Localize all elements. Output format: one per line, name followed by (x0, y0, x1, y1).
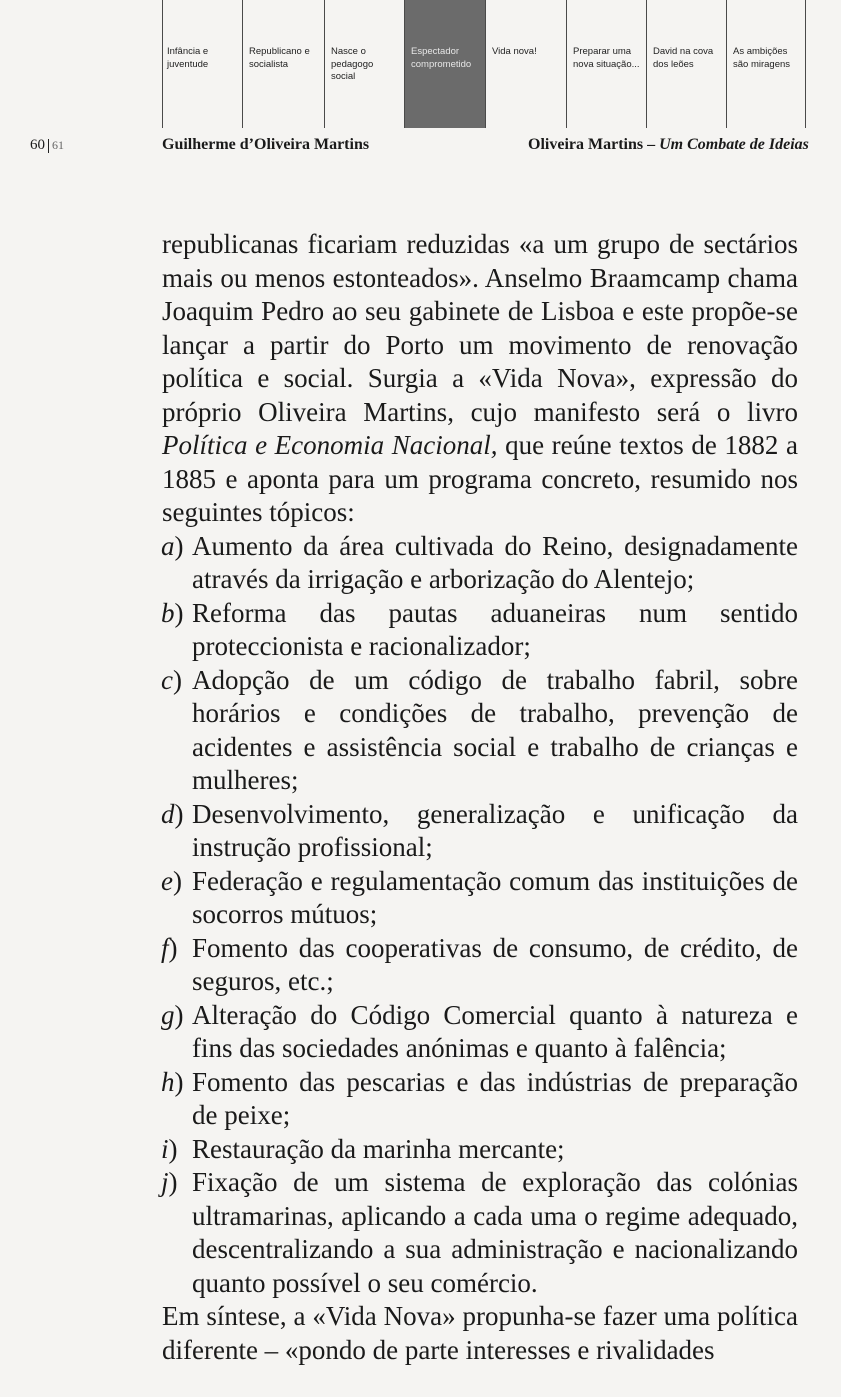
page-numbers (30, 137, 64, 154)
list-marker: d) (161, 798, 184, 829)
nav-item-label: Preparar uma nova situação... (573, 46, 640, 70)
running-head-title-italic: Um Combate de Ideias (659, 136, 809, 153)
nav-item-label: Infância e juventude (167, 46, 209, 70)
list-item (161, 1133, 798, 1167)
nav-item-pedagogo[interactable] (325, 0, 405, 128)
list-item-text: Alteração do Código Comercial quanto à natureza e fins das sociedades anónimas e quanto à falência; (192, 999, 798, 1063)
nav-item-preparar[interactable] (567, 0, 647, 128)
page-number-even: 60 (30, 137, 45, 153)
chapter-nav (162, 0, 806, 128)
nav-item-label: Vida nova! (492, 46, 537, 57)
body-text (162, 228, 798, 1367)
list-item (161, 999, 798, 1066)
nav-item-label: Espectador comprometido (411, 46, 472, 70)
list-item (161, 597, 798, 664)
list-item-text: Desenvolvimento, generalização e unificação da instrução profissional; (192, 798, 798, 862)
running-head-author: Guilherme d’Oliveira Martins (162, 136, 370, 153)
list-marker: f) (161, 932, 178, 963)
book-title: Política e Economia Nacional, (162, 430, 498, 460)
nav-item-label: David na cova dos leões (653, 46, 714, 70)
nav-item-label: As ambições são miragens (733, 46, 791, 70)
list-marker: c) (161, 664, 182, 695)
list-item (161, 664, 798, 798)
nav-item-label: Nasce o pedagogo social (331, 46, 374, 82)
list-item (161, 798, 798, 865)
list-item (161, 530, 798, 597)
closing-paragraph: Em síntese, a «Vida Nova» propunha-se fazer uma política diferente – «pondo de parte interesses e rivalidades (162, 1301, 798, 1365)
list-item (161, 865, 798, 932)
nav-item-vida-nova[interactable] (486, 0, 567, 128)
intro-text-1: republicanas ficariam reduzidas «a um grupo de sectários mais ou menos estonteados». Anselmo Braamcamp chama Joaquim Pedro ao seu gabinete de Lisboa e este propõe-se lançar a partir do Porto um movimento de renovação política e social. Surgia a «Vida Nova», expressão do próprio Oliveira Martins, cujo manifesto será o livro (162, 229, 798, 427)
intro-paragraph (162, 228, 798, 530)
list-item-text: Fomento das pescarias e das indústrias de preparação de peixe; (192, 1066, 798, 1130)
nav-item-espectador[interactable] (405, 0, 486, 128)
list-item-text: Restauração da marinha mercante; (192, 1133, 565, 1164)
list-marker: g) (161, 999, 184, 1030)
list-item-text: Adopção de um código de trabalho fabril, sobre horários e condições de trabalho, prevenção de acidentes e assistência social e trabalho de crianças e mulheres; (192, 664, 798, 795)
page-number-odd: 61 (52, 138, 64, 152)
list-item-text: Federação e regulamentação comum das instituições de socorros mútuos; (192, 865, 798, 929)
page-number-divider (48, 139, 49, 153)
list-marker: i) (161, 1133, 178, 1164)
running-head-title-prefix: Oliveira Martins – (528, 136, 660, 153)
topic-list (162, 530, 798, 1301)
list-marker: a) (161, 530, 184, 561)
nav-item-label: Republicano e socialista (249, 46, 310, 70)
list-item-text: Fomento das cooperativas de consumo, de crédito, de seguros, etc.; (192, 932, 798, 996)
list-marker: h) (161, 1066, 184, 1097)
list-marker: e) (161, 865, 182, 896)
list-marker: j) (161, 1167, 178, 1197)
running-head-title (528, 136, 809, 154)
nav-item-republicano[interactable] (243, 0, 325, 128)
nav-item-david[interactable] (647, 0, 727, 128)
list-marker: b) (161, 597, 184, 628)
list-item (161, 1166, 798, 1300)
list-item (161, 932, 798, 999)
list-item-text: Reforma das pautas aduaneiras num sentido proteccionista e racionalizador; (192, 597, 798, 661)
list-item-text: Aumento da área cultivada do Reino, designadamente através da irrigação e arborização do Alentejo; (192, 530, 798, 594)
list-item-text: Fixação de um sistema de exploração das colónias ultramarinas, aplicando a cada uma o regime adequado, descentralizando a sua administração e nacionalizando quanto possível o seu comércio. (192, 1167, 798, 1298)
intro-text-2: que reúne textos de 1882 a 1885 e aponta para um programa concreto, resumido nos seguintes tópicos: (162, 430, 798, 527)
nav-item-ambicoes[interactable] (727, 0, 806, 128)
list-item (161, 1066, 798, 1133)
nav-item-infancia[interactable] (162, 0, 243, 128)
